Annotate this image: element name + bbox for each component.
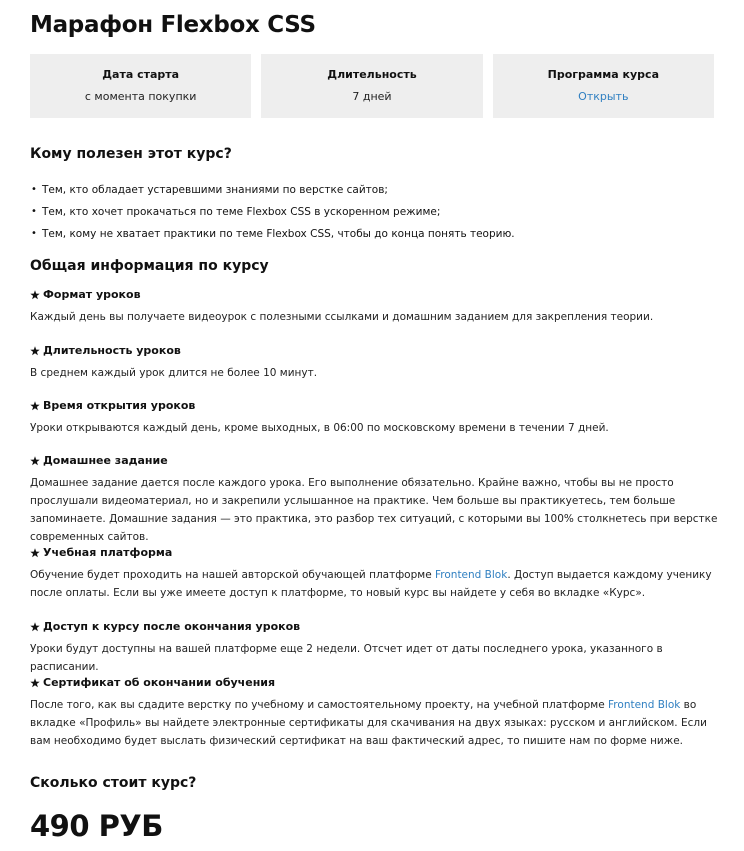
section-title: Длительность уроков (43, 344, 181, 357)
start-date-label: Дата старта (102, 68, 180, 81)
section-body: Уроки будут доступны на вашей платформе еще 2 недели. Отсчет идет от даты последнего урока, указанного в расписании. (30, 643, 663, 673)
star-icon (30, 622, 40, 632)
start-date-card (30, 54, 251, 118)
audience-item: • Тем, кому не хватает практики по теме Flexbox CSS, чтобы до конца понять теорию. (30, 223, 720, 245)
section-title: Формат уроков (43, 288, 141, 301)
section-body: В среднем каждый урок длится не более 10 минут. (30, 367, 318, 379)
section-text: во вкладке «Профиль» вы найдете электронные сертификаты для скачивания на двух языках: русском и английском. Если вам необходимо будет выслать физический сертификат на ваш фактический адрес, то пишите нам по форме ниже. (30, 699, 707, 747)
star-icon (30, 290, 40, 300)
duration-value: 7 дней (352, 90, 392, 103)
course-price: 490 РУБ (30, 809, 163, 843)
duration-card (261, 54, 482, 118)
section-lesson-format (30, 287, 720, 326)
section-lesson-schedule (30, 398, 720, 437)
star-icon (30, 548, 40, 558)
section-body: Уроки открываются каждый день, кроме выходных, в 06:00 по московскому времени в течении 7 дней. (30, 422, 609, 434)
audience-item: • Тем, кто хочет прокачаться по теме Flexbox CSS в ускоренном режиме; (30, 201, 720, 223)
section-text: . Доступ выдается каждому ученику после оплаты. Если вы уже имеете доступ к платформе, то новый курс вы найдете у себя во вкладке «Курс». (30, 569, 712, 599)
section-text: Обучение будет проходить на нашей авторской обучающей платформе (30, 569, 435, 581)
section-access-after (30, 619, 720, 676)
star-icon (30, 401, 40, 411)
section-body (30, 696, 720, 750)
frontend-blok-link[interactable]: Frontend Blok (435, 569, 508, 581)
star-icon (30, 678, 40, 688)
section-title: Доступ к курсу после окончания уроков (43, 620, 301, 633)
audience-item: • Тем, кто обладает устаревшими знаниями по верстке сайтов; (30, 179, 720, 201)
program-card (493, 54, 714, 118)
section-body: Домашнее задание дается после каждого урока. Его выполнение обязательно. Крайне важно, чтобы вы не просто прослушали видеоматериал, но и закрепили услышанное на практике. Чем больше вы практикуетесь, тем больше запоминаете. Домашние задания — это практика, это разбор тех ситуаций, с которыми вы 100% столкнетесь при верстке современных сайтов. (30, 477, 718, 543)
program-open-link[interactable]: Открыть (578, 90, 629, 103)
page-title: Марафон Flexbox CSS (30, 12, 316, 38)
pricing-heading: Сколько стоит курс? (30, 775, 197, 791)
section-lesson-duration (30, 343, 720, 382)
general-info-heading: Общая информация по курсу (30, 258, 269, 274)
section-title: Сертификат об окончании обучения (43, 676, 276, 689)
info-cards (30, 54, 714, 118)
section-text: После того, как вы сдадите верстку по учебному и самостоятельному проекту, на учебной платформе (30, 699, 609, 711)
section-platform (30, 545, 720, 602)
frontend-blok-link[interactable]: Frontend Blok (608, 699, 681, 711)
audience-heading: Кому полезен этот курс? (30, 146, 232, 162)
section-title: Время открытия уроков (43, 399, 196, 412)
section-homework (30, 453, 720, 546)
audience-list (30, 179, 720, 245)
star-icon (30, 456, 40, 466)
section-certificate (30, 675, 720, 750)
program-label: Программа курса (547, 68, 659, 81)
section-body: Каждый день вы получаете видеоурок с полезными ссылками и домашним заданием для закрепления теории. (30, 311, 654, 323)
duration-label: Длительность (327, 68, 417, 81)
section-body (30, 566, 720, 602)
section-title: Учебная платформа (43, 546, 173, 559)
star-icon (30, 346, 40, 356)
section-title: Домашнее задание (43, 454, 168, 467)
start-date-value: с момента покупки (84, 90, 197, 103)
